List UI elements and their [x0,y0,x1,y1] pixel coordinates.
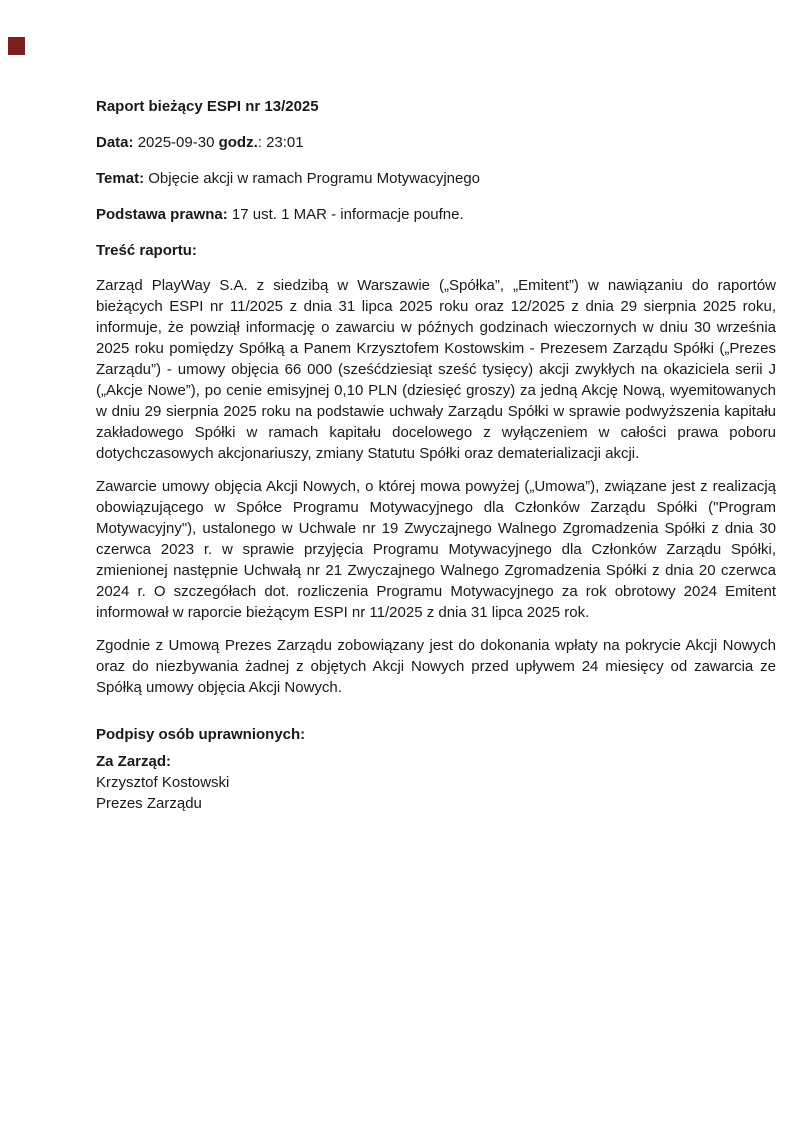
report-paragraph-3: Zgodnie z Umową Prezes Zarządu zobowiązany jest do dokonania wpłaty na pokrycie Akcji Nowych oraz do niezbywania żadnej z objętych Akcji Nowych przed upływem 24 miesięcy od zawarcia ze Spółką umowy objęcia Akcji Nowych. [96,637,776,696]
signatory-role: Prezes Zarządu [96,795,202,812]
date-label: Data: [96,134,134,151]
signature-onbehalf: Za Zarząd: [96,753,172,770]
subject-label: Temat: [96,170,145,187]
legal-basis-value: 17 ust. 1 MAR - informacje poufne. [231,206,464,223]
signatures-heading: Podpisy osób uprawnionych: [96,726,306,743]
legal-basis-label: Podstawa prawna: [96,206,228,223]
report-content [96,0,776,814]
date-value: 2025-09-30 [137,134,215,151]
legal-basis-line [96,204,776,225]
body-label: Treść raportu: [96,242,197,259]
subject-line [96,168,776,189]
time-label: godz. [218,134,258,151]
date-line [96,132,776,153]
subject-value: Objęcie akcji w ramach Programu Motywacyjnego [148,170,481,187]
time-value: : 23:01 [257,134,304,151]
signatory-name: Krzysztof Kostowski [96,774,230,791]
report-paragraph-2: Zawarcie umowy objęcia Akcji Nowych, o której mowa powyżej („Umowa”), związane jest z realizacją obowiązującego w Spółce Programu Motywacyjnego dla Członków Zarządu Spółki ("Program Motywacyjny"), ustalonego w Uchwale nr 19 Zwyczajnego Walnego Zgromadzenia Spółki z dnia 30 czerwca 2023 r. w sprawie przyjęcia Programu Motywacyjnego dla Członków Zarządu Spółki, zmienionej następnie Uchwałą nr 21 Zwyczajnego Walnego Zgromadzenia Spółki z dnia 20 czerwca 2024 r. O szczegółach dot. rozliczenia Programu Motywacyjnego za rok obrotowy 2024 Emitent informował w raporcie bieżącym ESPI nr 11/2025 z dnia 31 lipca 2025 rok. [96,478,776,621]
report-title: Raport bieżący ESPI nr 13/2025 [96,98,319,115]
red-marker [8,37,25,55]
report-paragraph-1: Zarząd PlayWay S.A. z siedzibą w Warszawie („Spółka”, „Emitent”) w nawiązaniu do raportów bieżących ESPI nr 11/2025 z dnia 31 lipca 2025 roku oraz 12/2025 z dnia 29 sierpnia 2025 roku, informuje, że powziął informację o zawarciu w późnych godzinach wieczornych w dniu 30 września 2025 roku pomiędzy Spółką a Panem Krzysztofem Kostowskim - Prezesem Zarządu Spółki („Prezes Zarządu”) - umowy objęcia 66 000 (sześćdziesiąt sześć tysięcy) akcji zwykłych na okaziciela serii J („Akcje Nowe”), po cenie emisyjnej 0,10 PLN (dziesięć groszy) za jedną Akcję Nową, wyemitowanych w dniu 29 sierpnia 2025 roku na podstawie uchwały Zarządu Spółki w sprawie podwyższenia kapitału zakładowego Spółki w ramach kapitału docelowego z wyłączeniem w całości prawa poboru dotychczasowych akcjonariuszy, zmiany Statutu Spółki oraz dematerializacji akcji. [96,277,776,462]
